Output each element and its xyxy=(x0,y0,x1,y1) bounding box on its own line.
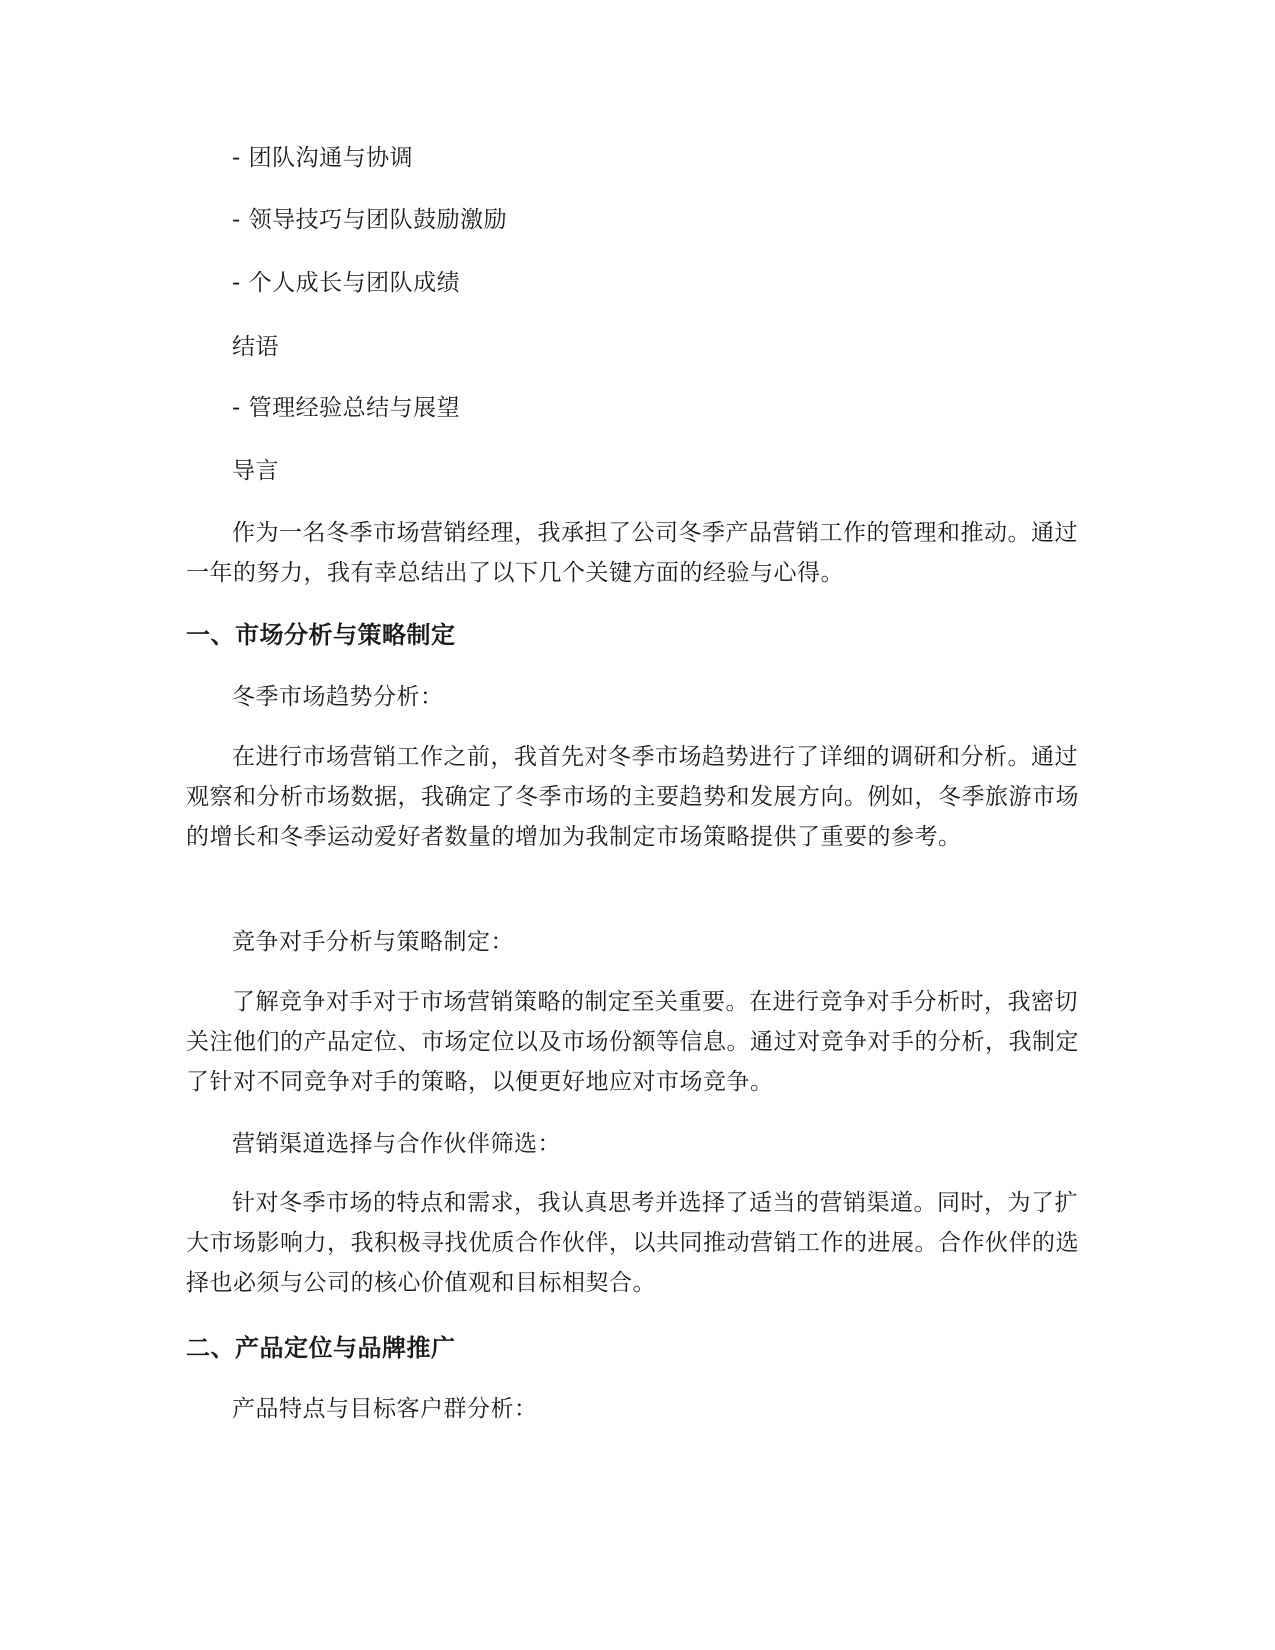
section-heading: 一、市场分析与策略制定 xyxy=(186,621,456,649)
subheading: 竞争对手分析与策略制定： xyxy=(232,929,514,955)
list-item: - 团队沟通与协调 xyxy=(232,145,414,171)
list-item: - 个人成长与团队成绩 xyxy=(232,270,461,296)
subheading: 营销渠道选择与合作伙伴筛选： xyxy=(232,1131,561,1157)
body-paragraph: 了解竞争对手对于市场营销策略的制定至关重要。在进行竞争对手分析时，我密切关注他们的产品定位、市场定位以及市场份额等信息。通过对竞争对手的分析，我制定了针对不同竞争对手的策略，以便更好地应对市场竞争。 xyxy=(186,989,1079,1095)
section-label-conclusion: 结语 xyxy=(232,334,279,360)
list-item: - 领导技巧与团队鼓励激励 xyxy=(232,207,508,233)
intro-paragraph: 作为一名冬季市场营销经理，我承担了公司冬季产品营销工作的管理和推动。通过一年的努力，我有幸总结出了以下几个关键方面的经验与心得。 xyxy=(186,520,1078,586)
subheading: 产品特点与目标客户群分析： xyxy=(232,1396,538,1422)
body-paragraph: 在进行市场营销工作之前，我首先对冬季市场趋势进行了详细的调研和分析。通过观察和分析市场数据，我确定了冬季市场的主要趋势和发展方向。例如，冬季旅游市场的增长和冬季运动爱好者数量的增加为我制定市场策略提供了重要的参考。 xyxy=(186,744,1079,850)
section-heading: 二、产品定位与品牌推广 xyxy=(186,1334,456,1362)
body-paragraph: 针对冬季市场的特点和需求，我认真思考并选择了适当的营销渠道。同时，为了扩大市场影响力，我积极寻找优质合作伙伴，以共同推动营销工作的进展。合作伙伴的选择也必须与公司的核心价值观和目标相契合。 xyxy=(186,1190,1079,1296)
list-item: - 管理经验总结与展望 xyxy=(232,395,461,421)
subheading: 冬季市场趋势分析： xyxy=(232,684,444,710)
section-label-intro: 导言 xyxy=(232,458,279,484)
